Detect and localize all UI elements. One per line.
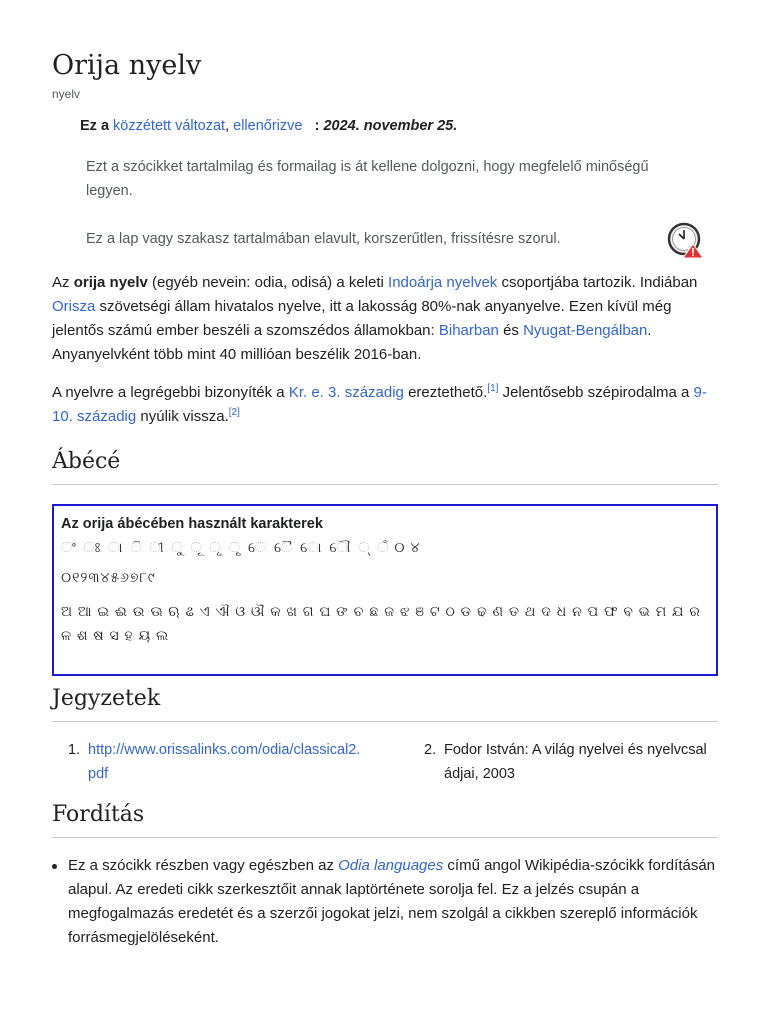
intro-paragraph-1 xyxy=(52,271,718,367)
text: . Anyanyelvként több mint 40 millióan beszélik 2016-ban. xyxy=(52,322,652,363)
bullet-icon xyxy=(52,864,57,869)
text: szövetségi állam hivatalos nyelve, itt a lakosság 80%-nak anyanyelve. Ezen kívül még jelentős számú ember beszéli a szomszédos államokban: xyxy=(52,298,672,339)
text: csoportjába tartozik. Indiában xyxy=(497,274,698,291)
quality-notice: Ezt a szócikket tartalmilag és formailag is át kellene dolgozni, hogy megfelelő minőségű legyen. xyxy=(86,159,649,199)
checked-link[interactable]: ellenőrizve xyxy=(233,118,303,134)
translation-notice xyxy=(52,854,718,950)
outdated-notice: Ez a lap vagy szakasz tartalmában elavult, korszerűtlen, frissítésre szorul. xyxy=(86,231,561,247)
flagged-revisions-notice xyxy=(80,116,457,136)
section-heading-forditas: Fordítás xyxy=(52,802,718,838)
flagged-comma: , xyxy=(225,118,230,134)
reference-number: 2. xyxy=(424,742,437,758)
text: és xyxy=(498,322,524,339)
character-table xyxy=(52,504,718,676)
letters-row: ଅ ଆ ଇ ଈ ଉ ଊ ଋ ଌ ଏ ଐ ଓ ଔ କ ଖ ଗ ଘ ଙ ଚ ଛ ଜ ଝ ଞ ଟ ଠ ଡ ଢ ଣ ତ ଥ ଦ ଧ ନ ପ ଫ ବ ଭ ମ ଯ ର ଳ ଶ ଷ ସ ହ ୟ ଲ xyxy=(61,603,701,643)
flagged-colon: : xyxy=(314,118,320,134)
vowel-signs-row: ଂ ଃ ା ି ୀ ୁ ୂ ୃ ୄ େ ୈ ୋ ୌ ୍ ଁ ୦ ୪ xyxy=(61,539,421,555)
reference-url-link[interactable]: http://www.orissalinks.com/odia/classical2.pdf xyxy=(88,742,361,782)
text: Az xyxy=(52,274,74,291)
text: ereztethető. xyxy=(403,384,488,401)
bold-term: orija nyelv xyxy=(73,274,148,291)
reference-text: Fodor István: A világ nyelvei és nyelvcsaládjai, 2003 xyxy=(444,742,707,782)
kr-e-3-link[interactable]: Kr. e. 3. századig xyxy=(288,384,404,401)
indoarja-link[interactable]: Indoárja nyelvek xyxy=(388,274,498,291)
published-version-link[interactable]: közzétett változat xyxy=(113,118,226,134)
page-subtitle: nyelv xyxy=(52,87,81,101)
text: Ez a szócikk részben vagy egészben az xyxy=(68,857,339,874)
list-item xyxy=(52,854,718,950)
section-heading-abece: Ábécé xyxy=(52,449,718,485)
ref-2-link[interactable]: [2] xyxy=(228,407,240,418)
text: című angol Wikipédia-szócikk fordításán alapul. Az eredeti cikk szerkesztőit annak laptörténete sorolja fel. Ez a jelzés csupán a megfogalmazás eredetét és a szerzői jogokat jelzi, nem szolgál a cikkben szereplő információk forrásmegjelöléseként. xyxy=(68,857,716,946)
odia-languages-link[interactable]: Odia languages xyxy=(338,857,444,874)
clock-warning-icon xyxy=(667,222,705,260)
text: (egyéb nevein: odia, odisá) a keleti xyxy=(147,274,389,291)
reference-item xyxy=(424,738,714,786)
section-heading-jegyzetek: Jegyzetek xyxy=(52,686,718,722)
bihar-link[interactable]: Biharban xyxy=(438,322,499,339)
digits-row: ୦୧୨୩୪୫୬୭୮୯ xyxy=(61,569,156,585)
reference-item xyxy=(68,738,368,786)
ref-1-link[interactable]: [1] xyxy=(487,383,499,394)
flagged-date: 2024. november 25. xyxy=(323,118,458,134)
flagged-prefix: Ez a xyxy=(80,118,110,134)
page-title: Orija nyelv xyxy=(52,50,202,81)
reference-number: 1. xyxy=(68,742,81,758)
century-9-10-link[interactable]: 9-10. századig xyxy=(52,384,707,425)
text: A nyelvre a legrégebbi bizonyíték a xyxy=(52,384,289,401)
nyugat-bengal-link[interactable]: Nyugat-Bengálban xyxy=(523,322,648,339)
orisza-link[interactable]: Orisza xyxy=(52,298,96,315)
intro-paragraph-2 xyxy=(52,381,718,429)
text: Jelentősebb szépirodalma a xyxy=(498,384,694,401)
character-table-caption: Az orija ábécében használt karakterek xyxy=(61,516,323,532)
text: nyúlik vissza. xyxy=(136,408,229,425)
